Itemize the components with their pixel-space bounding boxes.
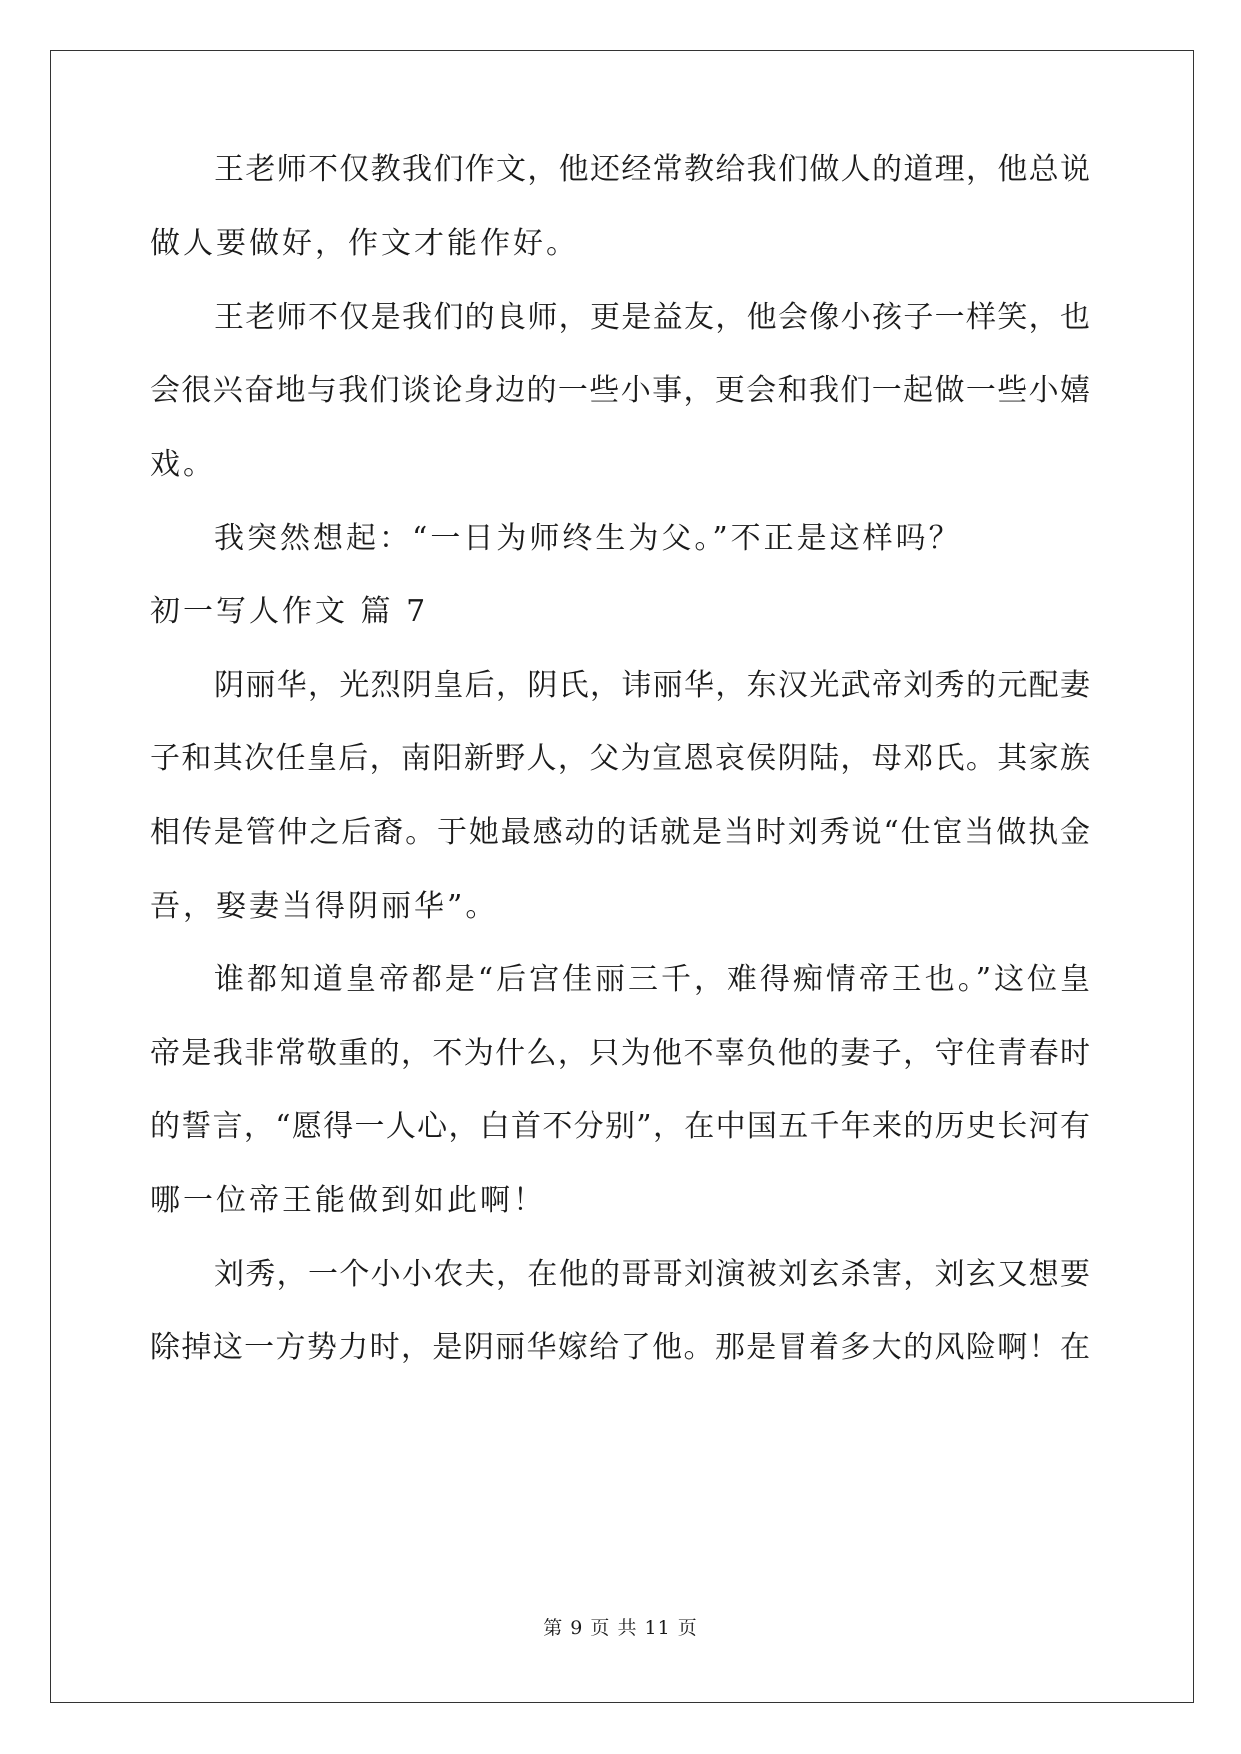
page-number-footer: 第 9 页 共 11 页	[543, 1617, 698, 1639]
paragraph-line: 我突然想起：“一日为师终生为父。”不正是这样吗？	[214, 521, 962, 556]
paragraph-line: 的誓言，“愿得一人心，白首不分别”，在中国五千年来的历史长河有	[150, 1109, 1090, 1144]
paragraph-line: 王老师不仅教我们作文，他还经常教给我们做人的道理，他总说	[214, 152, 1090, 187]
paragraph-line: 哪一位帝王能做到如此啊！	[150, 1183, 546, 1218]
paragraph-line: 阴丽华，光烈阴皇后，阴氏，讳丽华，东汉光武帝刘秀的元配妻	[214, 668, 1090, 703]
paragraph-line: 子和其次任皇后，南阳新野人，父为宣恩哀侯阴陆，母邓氏。其家族	[150, 741, 1090, 776]
paragraph-line: 帝是我非常敬重的，不为什么，只为他不辜负他的妻子，守住青春时	[150, 1036, 1090, 1071]
paragraph-line: 相传是管仲之后裔。于她最感动的话就是当时刘秀说“仕宦当做执金	[150, 815, 1090, 850]
paragraph-line: 刘秀，一个小小农夫，在他的哥哥刘演被刘玄杀害，刘玄又想要	[214, 1257, 1090, 1292]
section-heading: 初一写人作文 篇 7	[150, 594, 429, 629]
paragraph-line: 王老师不仅是我们的良师，更是益友，他会像小孩子一样笑，也	[214, 300, 1090, 335]
paragraph-line: 除掉这一方势力时，是阴丽华嫁给了他。那是冒着多大的风险啊！在	[150, 1330, 1090, 1365]
paragraph-line: 做人要做好，作文才能作好。	[150, 226, 579, 261]
paragraph-line: 戏。	[150, 447, 216, 482]
paragraph-line: 会很兴奋地与我们谈论身边的一些小事，更会和我们一起做一些小嬉	[150, 373, 1090, 408]
paragraph-line: 吾，娶妻当得阴丽华”。	[150, 889, 499, 924]
paragraph-line: 谁都知道皇帝都是“后宫佳丽三千，难得痴情帝王也。”这位皇	[214, 962, 1090, 997]
